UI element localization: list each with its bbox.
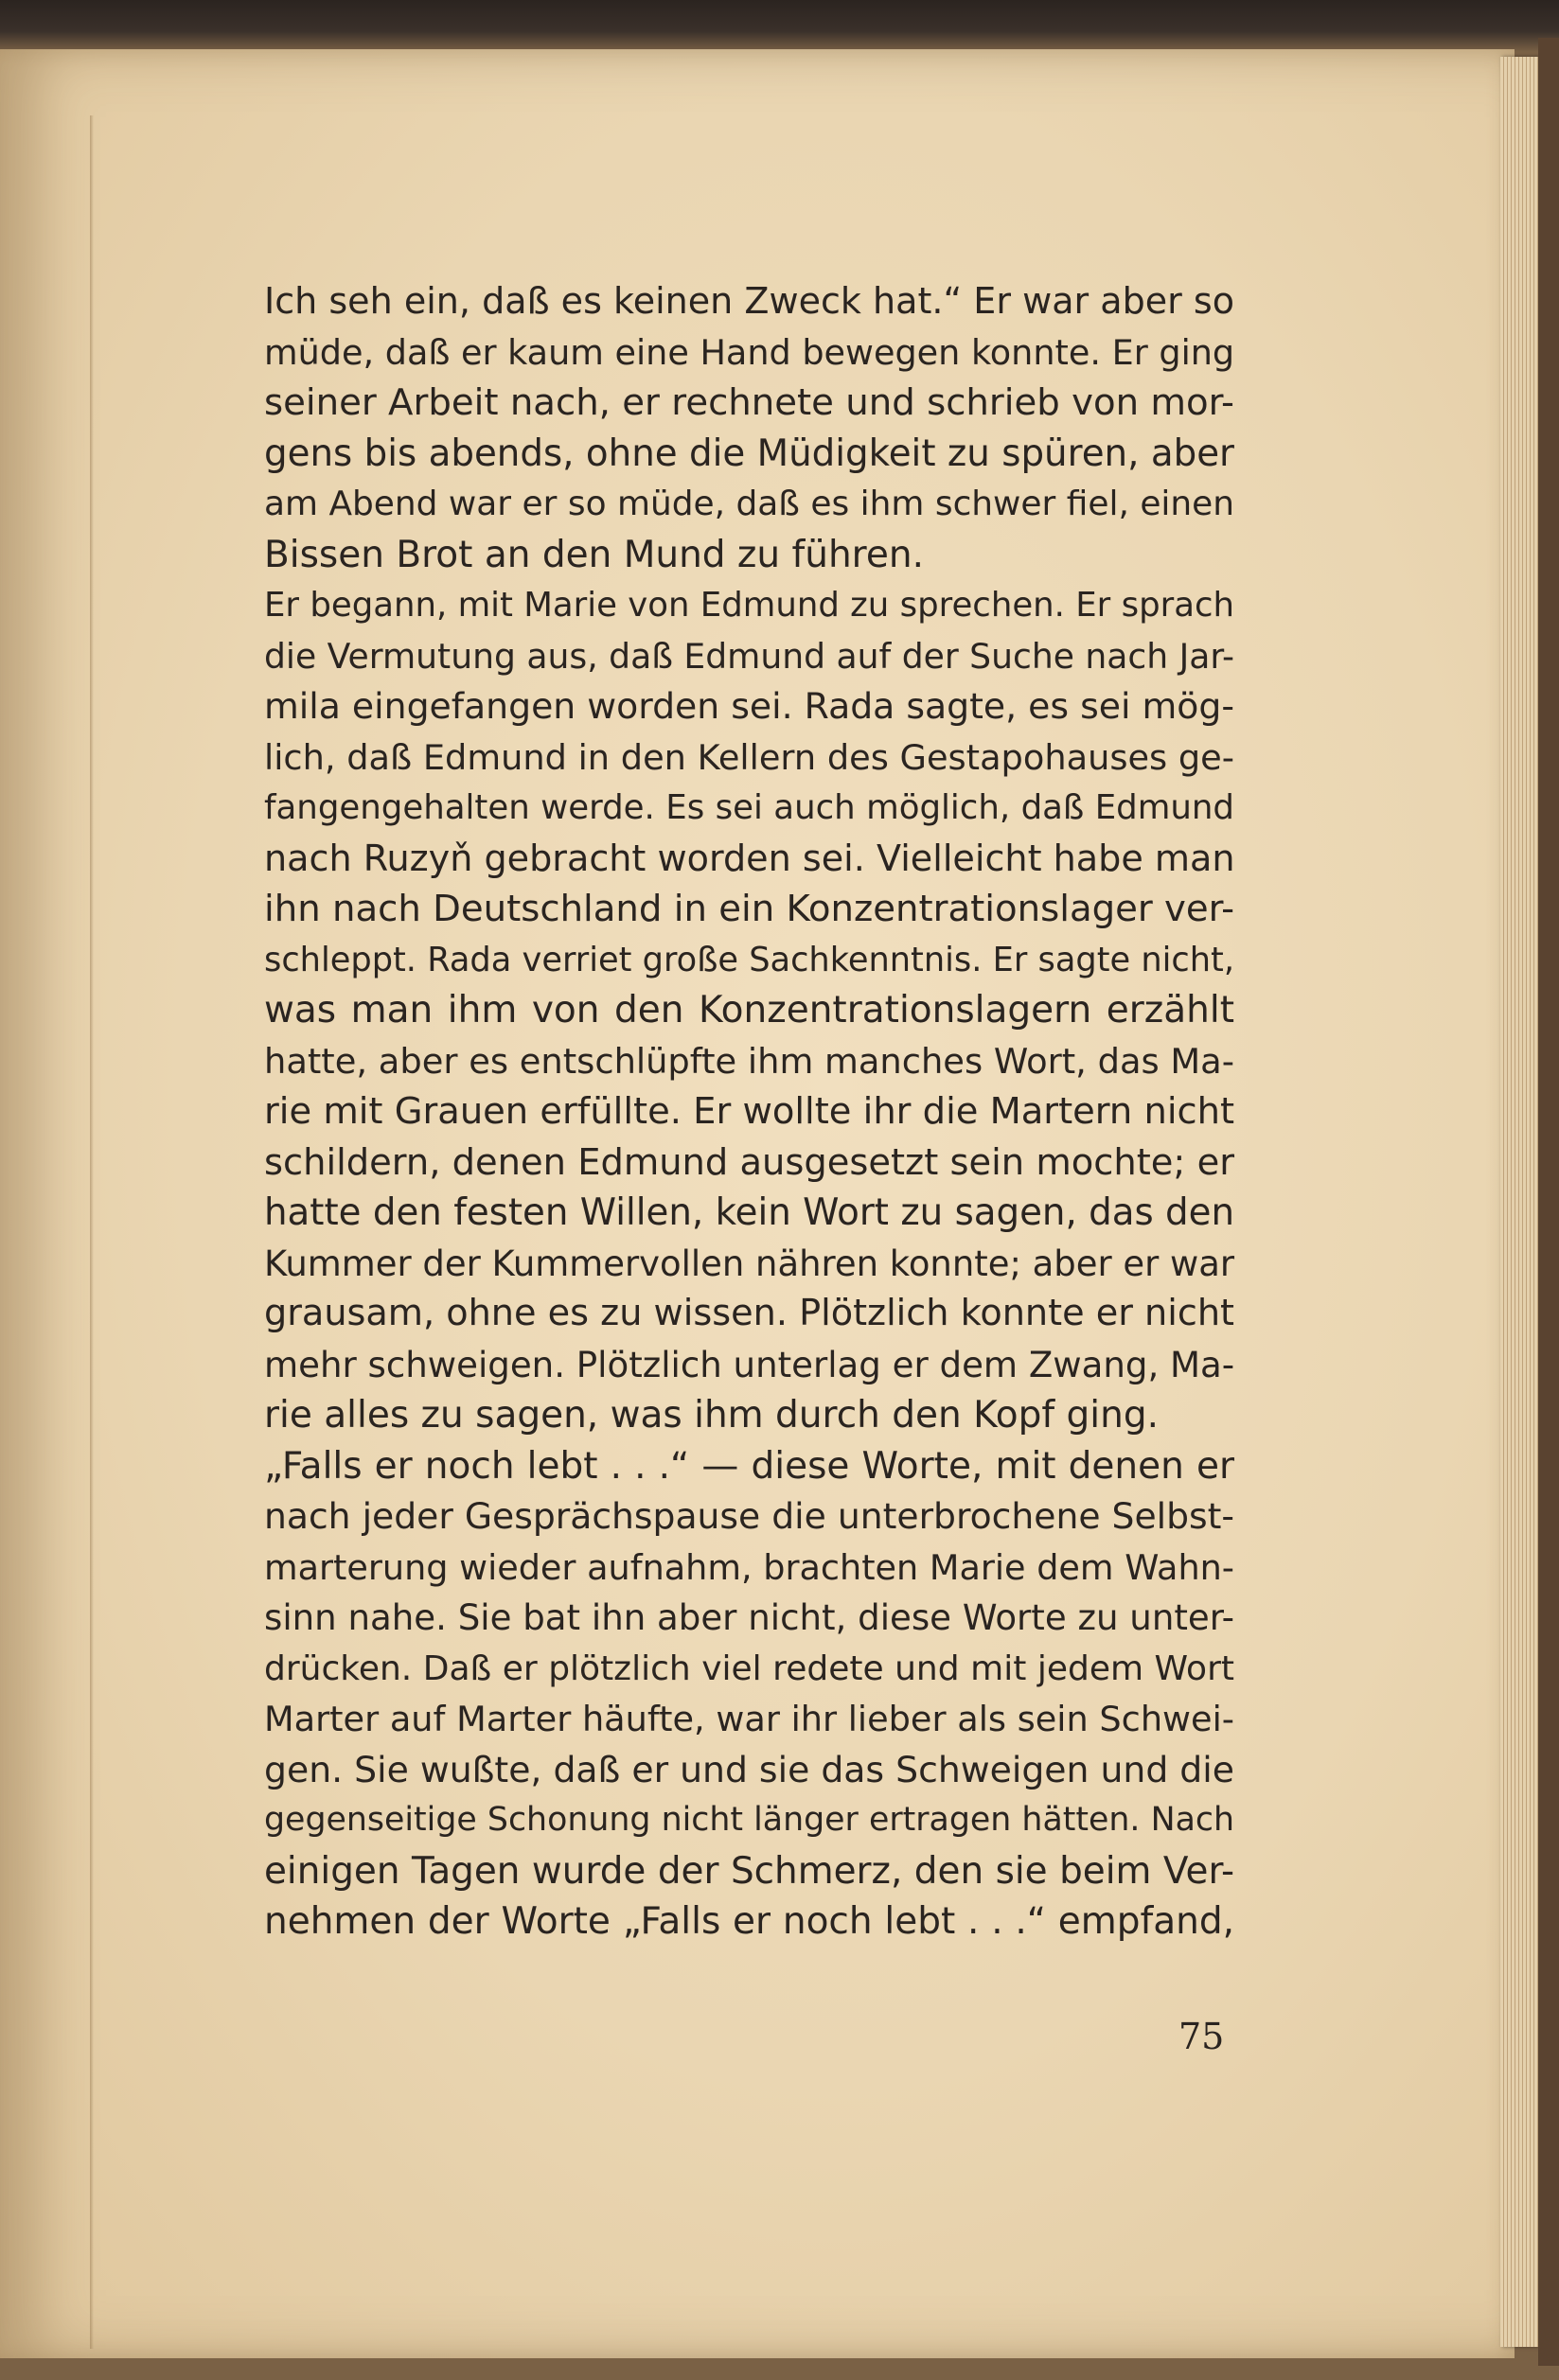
- text-line: müde, daß er kaum eine Hand bewegen konnte. Er ging: [264, 331, 1235, 373]
- text-line: ihn nach Deutschland in ein Konzentrationslager ver-: [264, 888, 1234, 930]
- text-line: marterung wieder aufnahm, brachten Marie dem Wahn-: [264, 1546, 1234, 1588]
- text-line: rie alles zu sagen, was ihm durch den Kopf ging.: [264, 1394, 1159, 1437]
- page-edges: [1500, 57, 1538, 2347]
- text-line: hatte den festen Willen, kein Wort zu sagen, das den: [264, 1191, 1234, 1234]
- text-line: Bissen Brot an den Mund zu führen.: [264, 533, 924, 576]
- text-line: mehr schweigen. Plötzlich unterlag er dem Zwang, Ma-: [264, 1344, 1235, 1385]
- text-line: was man ihm von den Konzentrationslagern erzählt: [264, 989, 1234, 1031]
- text-line: sinn nahe. Sie bat ihn aber nicht, diese Worte zu unter-: [264, 1597, 1234, 1638]
- text-line: „Falls er noch lebt . . .“ — diese Worte, mit denen er: [264, 1444, 1234, 1488]
- text-line: gegenseitige Schonung nicht länger ertragen hätten. Nach: [264, 1801, 1234, 1839]
- page-gutter: [90, 115, 94, 2349]
- text-line: seiner Arbeit nach, er rechnete und schrieb von mor-: [264, 381, 1234, 424]
- text-line: nach jeder Gesprächspause die unterbrochene Selbst-: [264, 1495, 1234, 1537]
- text-line: Kummer der Kummervollen nähren konnte; aber er war: [264, 1243, 1235, 1284]
- text-line: lich, daß Edmund in den Kellern des Gestapohauses ge-: [264, 736, 1234, 778]
- body-text: [264, 276, 1234, 1948]
- text-line: schildern, denen Edmund ausgesetzt sein mochte; er: [264, 1140, 1234, 1184]
- text-line: nehmen der Worte „Falls er noch lebt . . .“ empfand,: [264, 1900, 1234, 1943]
- text-line: gens bis abends, ohne die Müdigkeit zu spüren, aber: [264, 432, 1234, 475]
- top-cover-edge: [0, 0, 1559, 52]
- text-line: rie mit Grauen erfüllte. Er wollte ihr die Martern nicht: [264, 1090, 1235, 1133]
- text-line: am Abend war er so müde, daß es ihm schwer fiel, einen: [264, 485, 1234, 523]
- text-line: grausam, ohne es zu wissen. Plötzlich konnte er nicht: [264, 1293, 1234, 1334]
- page-number: 75: [1178, 2016, 1225, 2057]
- text-line: gen. Sie wußte, daß er und sie das Schweigen und die: [264, 1748, 1234, 1790]
- text-line: schleppt. Rada verriet große Sachkenntnis. Er sagte nicht,: [264, 940, 1234, 979]
- text-line: einigen Tagen wurde der Schmerz, den sie beim Ver-: [264, 1849, 1234, 1893]
- text-line: Marter auf Marter häufte, war ihr lieber als sein Schwei-: [264, 1699, 1234, 1739]
- cover-edge: [1538, 38, 1559, 2366]
- text-line: Ich seh ein, daß es keinen Zweck hat.“ Er war aber so: [264, 280, 1234, 322]
- text-line: mila eingefangen worden sei. Rada sagte, es sei mög-: [264, 685, 1234, 727]
- text-line: nach Ruzyň gebracht worden sei. Vielleicht habe man: [264, 837, 1235, 879]
- text-line: Er begann, mit Marie von Edmund zu sprechen. Er sprach: [264, 586, 1234, 625]
- text-line: fangengehalten werde. Es sei auch möglich, daß Edmund: [264, 788, 1234, 827]
- text-line: die Vermutung aus, daß Edmund auf der Suche nach Jar-: [264, 635, 1234, 677]
- text-line: drücken. Daß er plötzlich viel redete und mit jedem Wort: [264, 1648, 1234, 1688]
- text-line: hatte, aber es entschlüpfte ihm manches Wort, das Ma-: [264, 1040, 1234, 1082]
